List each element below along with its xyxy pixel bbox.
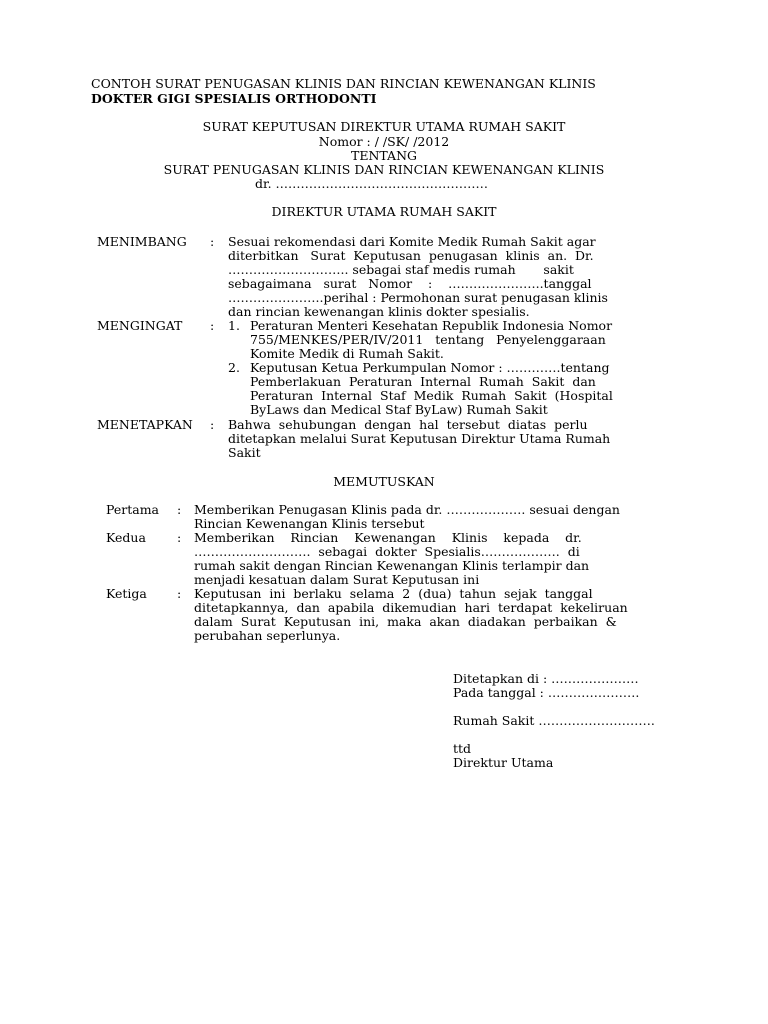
ketiga-line-2: ditetapkannya, dan apabila dikemudian hari terdapat kekeliruan — [194, 600, 628, 615]
ketiga-colon: : — [177, 586, 182, 601]
mengingat-item-2-line-3: Peraturan Internal Staf Medik Rumah Sakit (Hospital — [250, 388, 613, 403]
menimbang-line-2: diterbitkan Surat Keputusan penugasan klinis an. Dr. — [228, 248, 594, 263]
menetapkan-line-3: Sakit — [228, 445, 261, 460]
mengingat-item-2-line-4: ByLaws dan Medical Staf ByLaw) Rumah Sakit — [250, 402, 548, 417]
document-title: CONTOH SURAT PENUGASAN KLINIS DAN RINCIAN KEWENANGAN KLINIS — [91, 76, 596, 91]
pertama-line-2: Rincian Kewenangan Klinis tersebut — [194, 516, 425, 531]
decree-title: SURAT KEPUTUSAN DIREKTUR UTAMA RUMAH SAKIT — [202, 119, 566, 134]
ttd-mark: ttd — [453, 741, 472, 756]
mengingat-item-1-number: 1. — [228, 318, 240, 333]
decree-number: Nomor : / /SK/ /2012 — [318, 134, 450, 149]
pertama-line-1: Memberikan Penugasan Klinis pada dr. ………………. sesuai dengan — [194, 502, 620, 517]
decree-doctor-name: dr. …………………………………………… — [255, 176, 489, 191]
kedua-line-2: ………………………. sebagai dokter Spesialis………………. di — [194, 544, 580, 559]
menetapkan-colon: : — [210, 417, 215, 432]
decree-subject: SURAT PENUGASAN KLINIS DAN RINCIAN KEWENANGAN KLINIS — [163, 162, 605, 177]
kedua-colon: : — [177, 530, 182, 545]
pertama-label: Pertama — [106, 502, 160, 517]
mengingat-item-2-number: 2. — [228, 360, 240, 375]
mengingat-item-2-line-2: Pemberlakuan Peraturan Internal Rumah Sakit dan — [250, 374, 596, 389]
menetapkan-label: MENETAPKAN — [97, 417, 193, 432]
menimbang-line-5: …………………..perihal : Permohonan surat penugasan klinis — [228, 290, 608, 305]
ketiga-line-3: dalam Surat Keputusan ini, maka akan diadakan perbaikan & — [194, 614, 617, 629]
menimbang-line-1: Sesuai rekomendasi dari Komite Medik Rumah Sakit agar — [228, 234, 596, 249]
decree-tentang: TENTANG — [350, 148, 417, 163]
ketiga-line-1: Keputusan ini berlaku selama 2 (dua) tahun sejak tanggal — [194, 586, 593, 601]
memutuskan-heading: MEMUTUSKAN — [333, 474, 435, 489]
menetapkan-line-1: Bahwa sehubungan dengan hal tersebut diatas perlu — [228, 417, 588, 432]
kedua-label: Kedua — [106, 530, 146, 545]
ditetapkan-di: Ditetapkan di : ………………… — [453, 671, 639, 686]
menetapkan-line-2: ditetapkan melalui Surat Keputusan Direktur Utama Rumah — [228, 431, 611, 446]
mengingat-item-1-line-2: 755/MENKES/PER/IV/2011 tentang Penyelenggaraan — [250, 332, 606, 347]
kedua-line-4: menjadi kesatuan dalam Surat Keputusan ini — [194, 572, 480, 587]
signer-title: Direktur Utama — [453, 755, 554, 770]
menimbang-line-4: sebagaimana surat Nomor : …………………..tanggal — [228, 276, 592, 291]
mengingat-item-1-line-1: Peraturan Menteri Kesehatan Republik Indonesia Nomor — [250, 318, 613, 333]
pada-tanggal: Pada tanggal : …………………. — [453, 685, 640, 700]
mengingat-item-1-line-3: Komite Medik di Rumah Sakit. — [250, 346, 444, 361]
menimbang-colon: : — [210, 234, 215, 249]
pertama-colon: : — [177, 502, 182, 517]
director-heading: DIREKTUR UTAMA RUMAH SAKIT — [271, 204, 497, 219]
kedua-line-3: rumah sakit dengan Rincian Kewenangan Klinis terlampir dan — [194, 558, 590, 573]
document-subtitle: DOKTER GIGI SPESIALIS ORTHODONTI — [91, 91, 377, 106]
ketiga-label: Ketiga — [106, 586, 147, 601]
kedua-line-1: Memberikan Rincian Kewenangan Klinis kepada dr. — [194, 530, 582, 545]
rumah-sakit-name: Rumah Sakit ………………………. — [453, 713, 655, 728]
menimbang-label: MENIMBANG — [97, 234, 187, 249]
ketiga-line-4: perubahan seperlunya. — [194, 628, 341, 643]
menimbang-line-6: dan rincian kewenangan klinis dokter spesialis. — [228, 304, 530, 319]
mengingat-colon: : — [210, 318, 215, 333]
mengingat-item-2-line-1: Keputusan Ketua Perkumpulan Nomor : ………….tentang — [250, 360, 610, 375]
menimbang-line-3: ……………………….. sebagai staf medis rumah sakit — [228, 262, 574, 277]
mengingat-label: MENGINGAT — [97, 318, 183, 333]
